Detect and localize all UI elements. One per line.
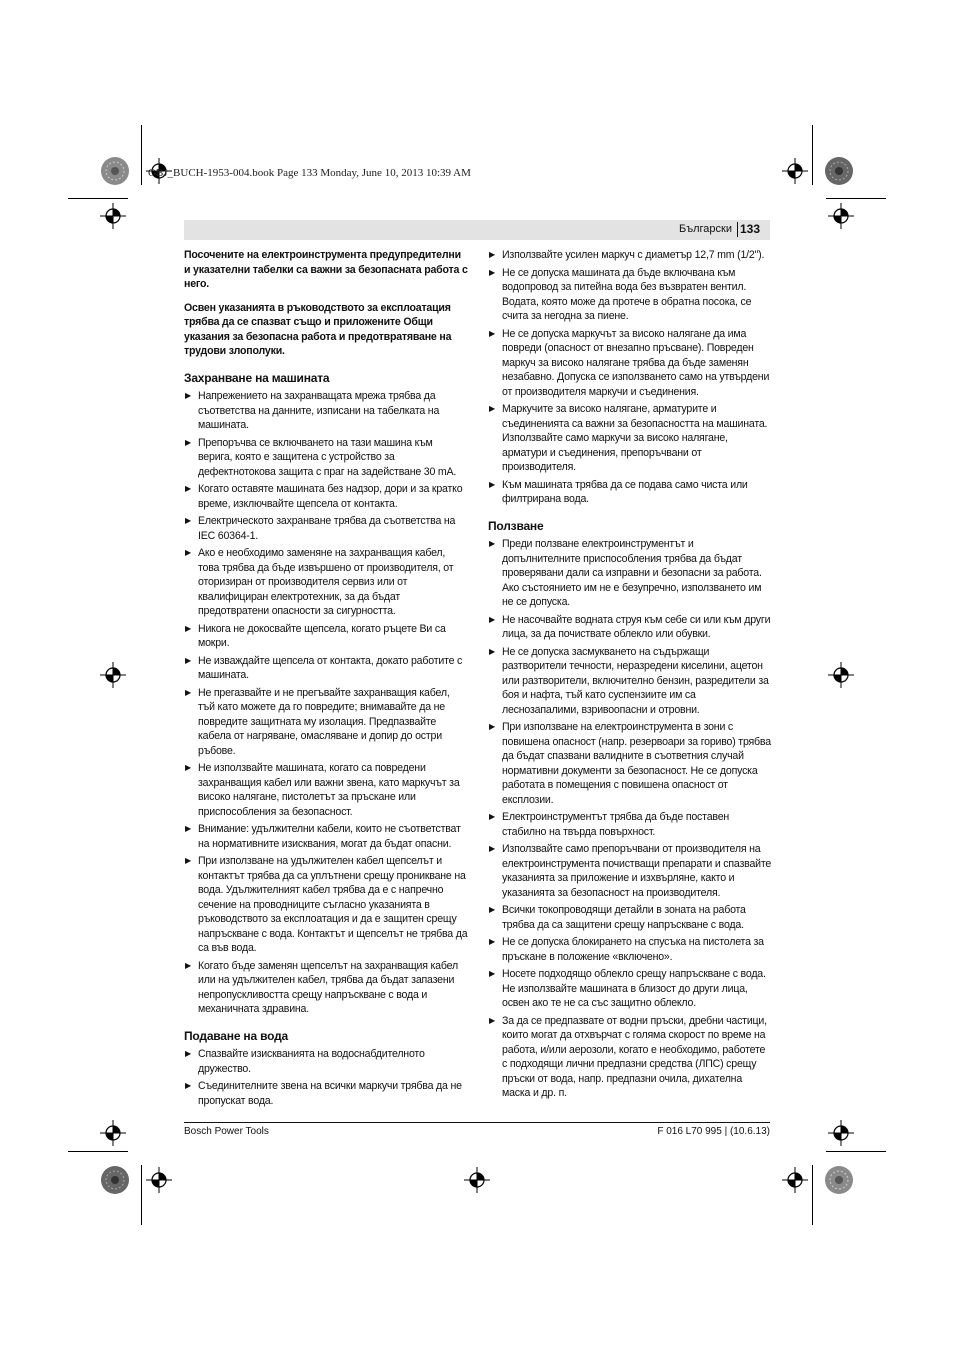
registration-wheel-icon — [100, 156, 130, 186]
bullet-item — [184, 389, 468, 433]
bullet-arrow-icon: ▶ — [185, 856, 191, 865]
bullet-item — [184, 761, 468, 819]
bullet-arrow-icon: ▶ — [489, 969, 495, 978]
bullet-arrow-icon: ▶ — [185, 484, 191, 493]
right-column — [488, 248, 772, 1104]
bullet-text: Не се допуска засмукването на съдържащи разтворители течности, неразредени киселини, ацетон или разтворители, включително бензин, разредители за боя и нафта, тъй като суспензиите им са леснозапалими, взривоопасни и отровни. — [502, 645, 769, 716]
crosshair-target-icon — [100, 662, 126, 688]
bullet-arrow-icon: ▶ — [489, 250, 495, 259]
bullet-text: Съединителните звена на всички маркучи трябва да не пропускат вода. — [198, 1080, 462, 1107]
bullet-item — [488, 720, 772, 807]
bullet-arrow-icon: ▶ — [489, 404, 495, 413]
bullet-text: Когато бъде заменян щепселът на захранващия кабел или на удължителен кабел, трябва да бъдат запазени непропускливостта срещу напръскване с вода и механичната здравина. — [198, 959, 458, 1015]
bullet-arrow-icon: ▶ — [185, 391, 191, 400]
bullet-item — [184, 822, 468, 851]
crosshair-target-icon — [782, 158, 808, 184]
crop-mark — [141, 125, 142, 185]
bullet-item — [184, 854, 468, 956]
bullet-item — [488, 903, 772, 932]
bullet-arrow-icon: ▶ — [489, 267, 495, 277]
crosshair-target-icon — [782, 1167, 808, 1193]
bullet-text: Не се допуска маркучът за високо налягане да има повреди (опасност от внезапно пръсване). Повреден маркуч за високо налягане трябва да бъде заменян незабавно. Допуска се използването само на утвърдени от производителя маркучи и съединения. — [502, 327, 770, 398]
bullet-text: Електроинструментът трябва да бъде поставен стабилно на твърда повърхност. — [502, 811, 730, 838]
bullet-item — [184, 959, 468, 1017]
bullet-arrow-icon: ▶ — [185, 623, 191, 633]
bullet-item — [184, 514, 468, 543]
crosshair-target-icon — [828, 203, 854, 229]
bullet-text: Не се допуска машината да бъде включвана към водопровод за питейна вода без възвратен вентил. Водата, която може да протече в обратна посока, се счита за негодна за пиене. — [502, 266, 752, 322]
bullet-text: Не се допуска блокирането на спусъка на пистолета за пръскане в положение «включено». — [502, 936, 764, 963]
bullet-item — [488, 537, 772, 610]
footer-divider — [184, 1122, 770, 1123]
page-header — [184, 220, 770, 240]
bullet-item — [184, 1047, 468, 1076]
footer-doc-id: F 016 L70 995 | (10.6.13) — [657, 1126, 770, 1137]
bullet-arrow-icon: ▶ — [489, 905, 495, 914]
bullet-item — [488, 1014, 772, 1101]
bullet-arrow-icon: ▶ — [185, 655, 191, 665]
bullet-item — [488, 478, 772, 507]
bullet-text: Напрежението на захранващата мрежа трябва да съответства на данните, изписани на табелката на машината. — [198, 390, 440, 431]
bullet-text: Не използвайте машината, когато са повредени захранващия кабел или важни звена, като маркучът за високо налягане, пистолетът за пръскане или приспособления за безопасност. — [198, 762, 460, 818]
bullet-text: Не насочвайте водната струя към себе си или към други лица, за да почиствате облекло или обувки. — [502, 613, 771, 640]
bullet-item — [488, 248, 772, 263]
bullet-item — [488, 967, 772, 1011]
bullet-text: При използване на електроинструмента в зони с повишена опасност (напр. резервоари за гориво) трябва да бъдат спазвани валидните в съответния случай нормативни документи за безопасност. Не се допуска работата в помещения с повишена опасност от експлозии. — [502, 721, 771, 806]
bullet-arrow-icon: ▶ — [489, 479, 495, 489]
bullet-arrow-icon: ▶ — [489, 844, 495, 853]
section-title: Подаване на вода — [184, 1028, 288, 1043]
bullet-text: Ако е необходимо заменяне на захранващия кабел, това трябва да бъде извършено от производителя, от оторизиран от производителя сервиз или от квалифициран електротехник, за да бъдат предотвратени опасности за сигурността. — [198, 547, 454, 617]
bullet-arrow-icon: ▶ — [489, 646, 495, 656]
bullet-text: Маркучите за високо налягане, арматурите и съединенията са важни за безопасността на машината. Използвайте само маркучи за високо налягане, арматури и съединения, препоръчвани от производителя. — [502, 403, 768, 473]
bullet-arrow-icon: ▶ — [489, 937, 495, 946]
bullet-text: Преди ползване електроинструментът и допълнителните приспособления трябва да бъдат проверявани дали са изправни и безопасни за работа. Ако състоянието им не е безупречно, използването им не се допуска. — [502, 538, 762, 608]
bullet-item — [184, 546, 468, 619]
crop-mark — [812, 125, 813, 185]
left-column — [184, 248, 468, 1111]
header-divider — [737, 222, 738, 237]
bullet-text: Не изваждайте щепсела от контакта, докато работите с машината. — [198, 654, 463, 681]
bullet-text: Спазвайте изискванията на водоснабдителното дружество. — [198, 1048, 425, 1075]
bullet-text: Електрическото захранване трябва да съответства на IEC 60364-1. — [198, 515, 456, 542]
bullet-item — [488, 613, 772, 642]
bullet-text: Когато оставяте машината без надзор, дори и за кратко време, изключвайте щепсела от контакта. — [198, 483, 463, 510]
bullet-arrow-icon: ▶ — [489, 1015, 495, 1025]
bullet-arrow-icon: ▶ — [185, 1081, 191, 1090]
crop-mark — [68, 198, 128, 199]
bullet-text: Никога не докосвайте щепсела, когато ръцете Ви са мокри. — [198, 622, 446, 649]
crop-mark — [826, 1151, 886, 1152]
registration-wheel-icon — [824, 1165, 854, 1195]
bullet-item — [184, 1079, 468, 1108]
bullet-arrow-icon: ▶ — [185, 548, 191, 557]
crosshair-target-icon — [146, 1167, 172, 1193]
crosshair-target-icon — [100, 1120, 126, 1146]
intro-paragraph: Освен указанията в ръководството за експлоатация трябва да се спазват също и приложените Общи указания за безопасна работа и предотвратяване на трудови злополуки. — [184, 301, 452, 357]
bullet-item — [488, 935, 772, 964]
crosshair-target-icon — [464, 1167, 490, 1193]
bullet-text: Всички токопроводящи детайли в зоната на работа трябва да са защитени срещу напръскване с вода. — [502, 904, 746, 931]
bullet-item — [488, 402, 772, 475]
print-info-line: OBJ_BUCH-1953-004.book Page 133 Monday, June 10, 2013 10:39 AM — [148, 167, 471, 179]
bullet-text: Препоръчва се включването на тази машина към верига, която е защитена с устройство за дефектнотокова защита с праг на задействане 30 mA. — [198, 436, 457, 478]
crop-mark — [826, 198, 886, 199]
bullet-arrow-icon: ▶ — [489, 722, 495, 731]
crosshair-target-icon — [828, 1120, 854, 1146]
header-language: Български — [679, 223, 732, 235]
crosshair-target-icon — [100, 203, 126, 229]
bullet-item — [184, 686, 468, 759]
bullet-arrow-icon: ▶ — [489, 614, 495, 624]
bullet-item — [184, 482, 468, 511]
bullet-arrow-icon: ▶ — [185, 1049, 191, 1058]
section-title: Ползване — [488, 518, 544, 533]
section-title: Захранване на машината — [184, 370, 330, 385]
crosshair-target-icon — [828, 662, 854, 688]
bullet-arrow-icon: ▶ — [489, 812, 495, 821]
bullet-text: Носете подходящо облекло срещу напръскване с вода. Не използвайте машината в близост до други лица, освен ако те не са със защитно облекло. — [502, 968, 766, 1009]
bullet-arrow-icon: ▶ — [185, 516, 191, 525]
page-number: 133 — [739, 222, 760, 236]
bullet-item — [488, 266, 772, 324]
bullet-item — [488, 327, 772, 400]
crop-mark — [68, 1151, 128, 1152]
bullet-item — [184, 654, 468, 683]
bullet-text: Към машината трябва да се подава само чиста или филтрирана вода. — [502, 478, 748, 505]
bullet-text: При използване на удължителен кабел щепселът и контактът трябва да са уплътнени срещу проникване на вода. Удължителният кабел трябва да е с напречно сечение на проводниците съгласно указанията в ръководството за експлоатация и да е защитен срещу напръскване с вода. Контактът и щепселът не трябва да са във вода. — [198, 855, 468, 954]
bullet-arrow-icon: ▶ — [185, 687, 191, 697]
bullet-item — [184, 436, 468, 480]
bullet-item — [488, 810, 772, 839]
bullet-item — [488, 842, 772, 900]
bullet-arrow-icon: ▶ — [489, 328, 495, 338]
footer-brand: Bosch Power Tools — [184, 1126, 269, 1137]
bullet-arrow-icon: ▶ — [185, 960, 191, 970]
bullet-arrow-icon: ▶ — [185, 824, 191, 833]
bullet-text: Не прегазвайте и не прегъвайте захранващия кабел, тъй като можете да го повредите; внимавайте да не повредите защитната му изолация. Предпазвайте кабела от нагряване, омасляване и допир до остри ръбове. — [198, 686, 450, 757]
bullet-text: Използвайте само препоръчвани от производителя на електроинструмента почистващи препарати и спазвайте указанията за приложение и изхвърляне, както и указанията за безопасност на производителя. — [502, 843, 772, 899]
bullet-text: За да се предпазвате от водни пръски, дребни частици, които могат да отхвърчат с голяма скорост по време на работа, и/или аерозоли, когато е необходимо, работете с подходящи лични предпазни средства (ЛПС) срещу пръски от вода, напр. предпазни очила, дихателна маска и др. п. — [502, 1014, 767, 1099]
crop-mark — [141, 1165, 142, 1225]
bullet-arrow-icon: ▶ — [489, 539, 495, 548]
crop-mark — [812, 1165, 813, 1225]
registration-wheel-icon — [100, 1165, 130, 1195]
intro-paragraph: Посочените на електроинструмента предупредителни и указателни табелки са важни за безопасната работа с него. — [184, 249, 468, 290]
registration-wheel-icon — [824, 156, 854, 186]
bullet-item — [488, 645, 772, 718]
bullet-item — [184, 622, 468, 651]
bullet-text: Внимание: удължителни кабели, които не съответстват на нормативните изисквания, могат да бъдат опасни. — [198, 823, 461, 850]
bullet-text: Използвайте усилен маркуч с диаметър 12,7 mm (1/2"). — [502, 249, 765, 261]
bullet-arrow-icon: ▶ — [185, 763, 191, 772]
bullet-arrow-icon: ▶ — [185, 437, 191, 447]
